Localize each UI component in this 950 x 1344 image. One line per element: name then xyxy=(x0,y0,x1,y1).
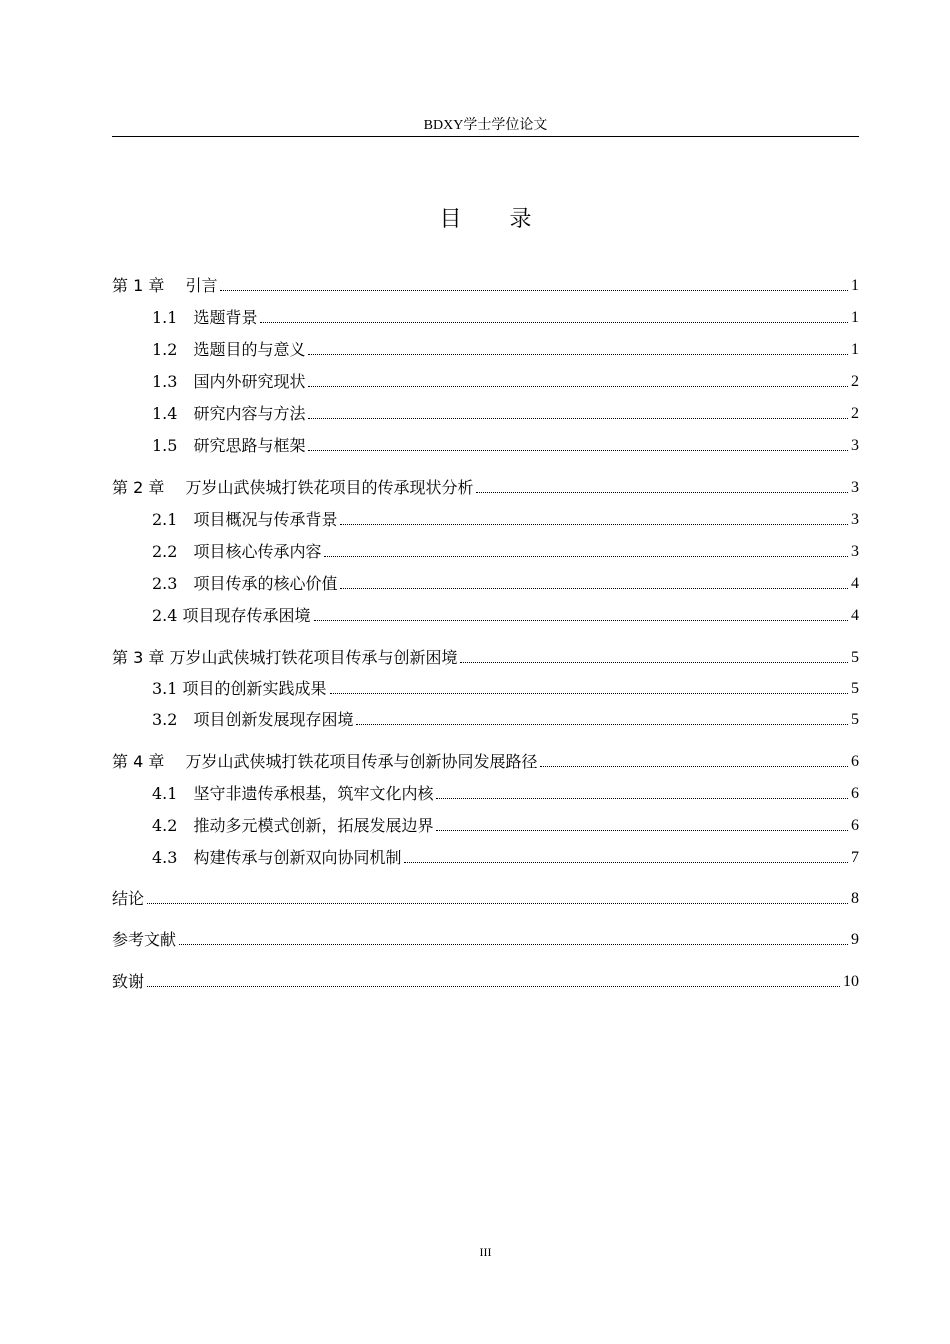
toc-entry-section-1-4[interactable] xyxy=(112,402,859,424)
toc-entry-label: 第 1 章 引言 xyxy=(112,276,218,295)
toc-entry-chapter-4[interactable] xyxy=(112,750,859,772)
toc-entry-page: 3 xyxy=(851,479,859,496)
toc-entry-section-3-2[interactable] xyxy=(112,708,859,730)
toc-entry-label: 结论 xyxy=(112,889,145,908)
dot-leader xyxy=(179,944,848,945)
dot-leader xyxy=(308,354,848,355)
toc-entry-page: 3 xyxy=(851,437,859,454)
dot-leader xyxy=(324,556,848,557)
dot-leader xyxy=(147,903,848,904)
dot-leader xyxy=(404,862,848,863)
toc-entry-chapter-1[interactable] xyxy=(112,274,859,296)
dot-leader xyxy=(314,620,848,621)
dot-leader xyxy=(147,986,840,987)
page-number: III xyxy=(479,1245,492,1259)
dot-leader xyxy=(540,766,848,767)
toc-entry-section-1-5[interactable] xyxy=(112,434,859,456)
dot-leader xyxy=(260,322,848,323)
toc-entry-section-4-2[interactable] xyxy=(112,814,859,836)
toc-entry-page: 2 xyxy=(851,405,859,422)
toc-entry-page: 3 xyxy=(851,543,859,560)
dot-leader xyxy=(308,386,848,387)
toc-entry-page: 10 xyxy=(843,973,859,990)
running-header: BDXY学士学位论文 xyxy=(423,118,548,133)
dot-leader xyxy=(308,418,848,419)
toc-entry-acknowledgements[interactable] xyxy=(112,970,859,992)
toc-entry-page: 6 xyxy=(851,753,859,770)
toc-entry-chapter-2[interactable] xyxy=(112,476,859,498)
toc-entry-label: 1.3 国内外研究现状 xyxy=(152,372,306,391)
toc-entry-page: 6 xyxy=(851,817,859,834)
dot-leader xyxy=(476,492,848,493)
toc-entry-label: 第 2 章 万岁山武侠城打铁花项目的传承现状分析 xyxy=(112,478,474,497)
toc-entry-label: 1.4 研究内容与方法 xyxy=(152,404,306,423)
toc-entry-section-3-1[interactable] xyxy=(112,677,859,699)
dot-leader xyxy=(436,830,848,831)
toc-entry-section-2-4[interactable] xyxy=(112,604,859,626)
toc-entry-label: 4.2 推动多元模式创新，拓展发展边界 xyxy=(152,816,434,835)
toc-entry-page: 1 xyxy=(851,277,859,294)
toc-entry-label: 2.3 项目传承的核心价值 xyxy=(152,574,338,593)
toc-entry-page: 4 xyxy=(851,607,859,624)
toc-entry-page: 4 xyxy=(851,575,859,592)
dot-leader xyxy=(220,290,848,291)
toc-entry-label: 第 4 章 万岁山武侠城打铁花项目传承与创新协同发展路径 xyxy=(112,752,538,771)
toc-entry-section-2-2[interactable] xyxy=(112,540,859,562)
toc-entry-section-1-3[interactable] xyxy=(112,370,859,392)
toc-entry-section-2-1[interactable] xyxy=(112,508,859,530)
toc-entry-references[interactable] xyxy=(112,928,859,950)
dot-leader xyxy=(340,588,848,589)
toc-entry-page: 2 xyxy=(851,373,859,390)
toc-entry-page: 7 xyxy=(851,849,859,866)
toc-entry-label: 3.1 项目的创新实践成果 xyxy=(152,679,327,698)
dot-leader xyxy=(460,662,848,663)
dot-leader xyxy=(308,450,848,451)
toc-entry-label: 2.2 项目核心传承内容 xyxy=(152,542,322,561)
toc-entry-label: 4.3 构建传承与创新双向协同机制 xyxy=(152,848,402,867)
toc-entry-page: 8 xyxy=(851,890,859,907)
toc-entry-label: 1.5 研究思路与框架 xyxy=(152,436,306,455)
toc-entry-label: 参考文献 xyxy=(112,930,177,949)
toc-entry-section-2-3[interactable] xyxy=(112,572,859,594)
toc-entry-page: 1 xyxy=(851,309,859,326)
dot-leader xyxy=(340,524,848,525)
toc-entry-page: 1 xyxy=(851,341,859,358)
dot-leader xyxy=(356,724,848,725)
toc-entry-page: 3 xyxy=(851,511,859,528)
toc-entry-page: 9 xyxy=(851,931,859,948)
toc-title: 目录 xyxy=(439,207,580,232)
toc-entry-conclusion[interactable] xyxy=(112,887,859,909)
dot-leader xyxy=(330,693,848,694)
toc-entry-label: 1.1 选题背景 xyxy=(152,308,258,327)
toc-entry-label: 3.2 项目创新发展现存困境 xyxy=(152,710,354,729)
toc-entry-label: 致谢 xyxy=(112,972,145,991)
toc-entry-label: 4.1 坚守非遗传承根基，筑牢文化内核 xyxy=(152,784,434,803)
toc-entry-section-4-1[interactable] xyxy=(112,782,859,804)
header-divider xyxy=(112,136,859,137)
toc-entry-chapter-3[interactable] xyxy=(112,646,859,668)
toc-entry-page: 6 xyxy=(851,785,859,802)
toc-entry-section-1-2[interactable] xyxy=(112,338,859,360)
dot-leader xyxy=(436,798,848,799)
toc-entry-label: 2.1 项目概况与传承背景 xyxy=(152,510,338,529)
toc-entry-section-1-1[interactable] xyxy=(112,306,859,328)
toc-entry-label: 2.4 项目现存传承困境 xyxy=(152,606,311,625)
toc-entry-label: 第 3 章 万岁山武侠城打铁花项目传承与创新困境 xyxy=(112,648,458,667)
toc-entry-page: 5 xyxy=(851,711,859,728)
toc-entry-label: 1.2 选题目的与意义 xyxy=(152,340,306,359)
toc-entry-section-4-3[interactable] xyxy=(112,846,859,868)
toc-entry-page: 5 xyxy=(851,680,859,697)
toc-entry-page: 5 xyxy=(851,649,859,666)
